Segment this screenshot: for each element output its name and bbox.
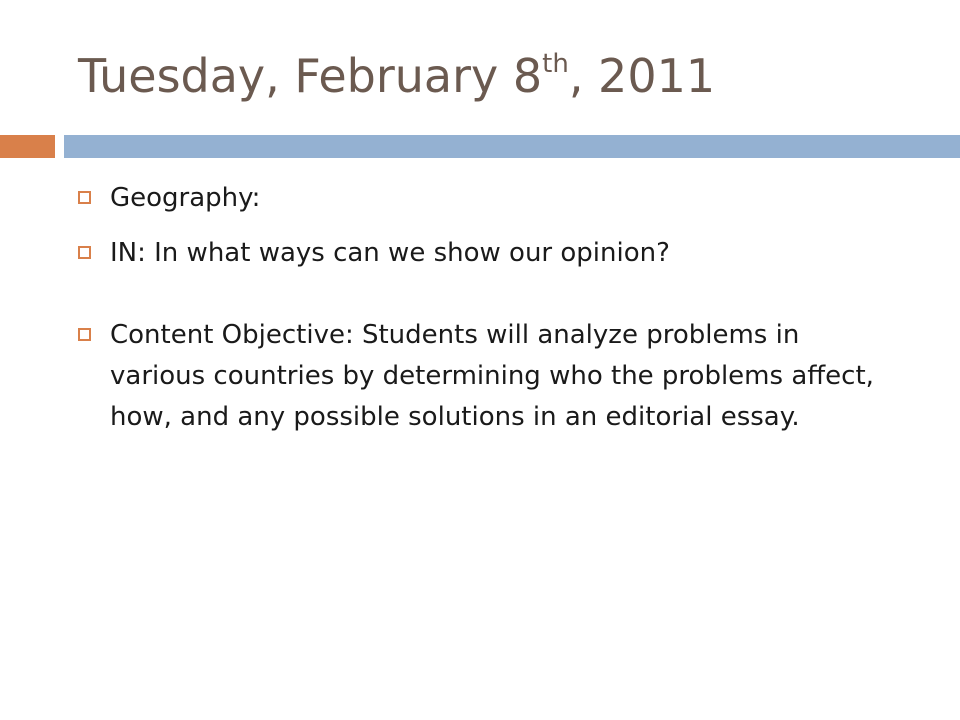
slide-title: [78, 46, 715, 106]
bullet-text: IN: In what ways can we show our opinion?: [110, 238, 670, 268]
slide-title-main: Tuesday, February 8: [78, 49, 543, 103]
bullet-item-in-question: [78, 233, 898, 274]
slide-title-rest: , 2011: [568, 49, 716, 103]
bullet-item-content-objective: [78, 315, 898, 438]
accent-bar-orange: [0, 135, 55, 158]
hollow-square-bullet-icon: [78, 328, 91, 341]
hollow-square-bullet-icon: [78, 191, 91, 204]
bullet-list: [78, 178, 898, 438]
bullet-text: Geography:: [110, 183, 261, 213]
accent-bar-blue: [64, 135, 960, 158]
slide-title-superscript: th: [542, 48, 569, 79]
bullet-item-geography: [78, 178, 898, 219]
bullet-text: Content Objective: Students will analyze problems in various countries by determining who the problems affect, how, and any possible solutions in an editorial essay.: [110, 320, 874, 432]
hollow-square-bullet-icon: [78, 246, 91, 259]
